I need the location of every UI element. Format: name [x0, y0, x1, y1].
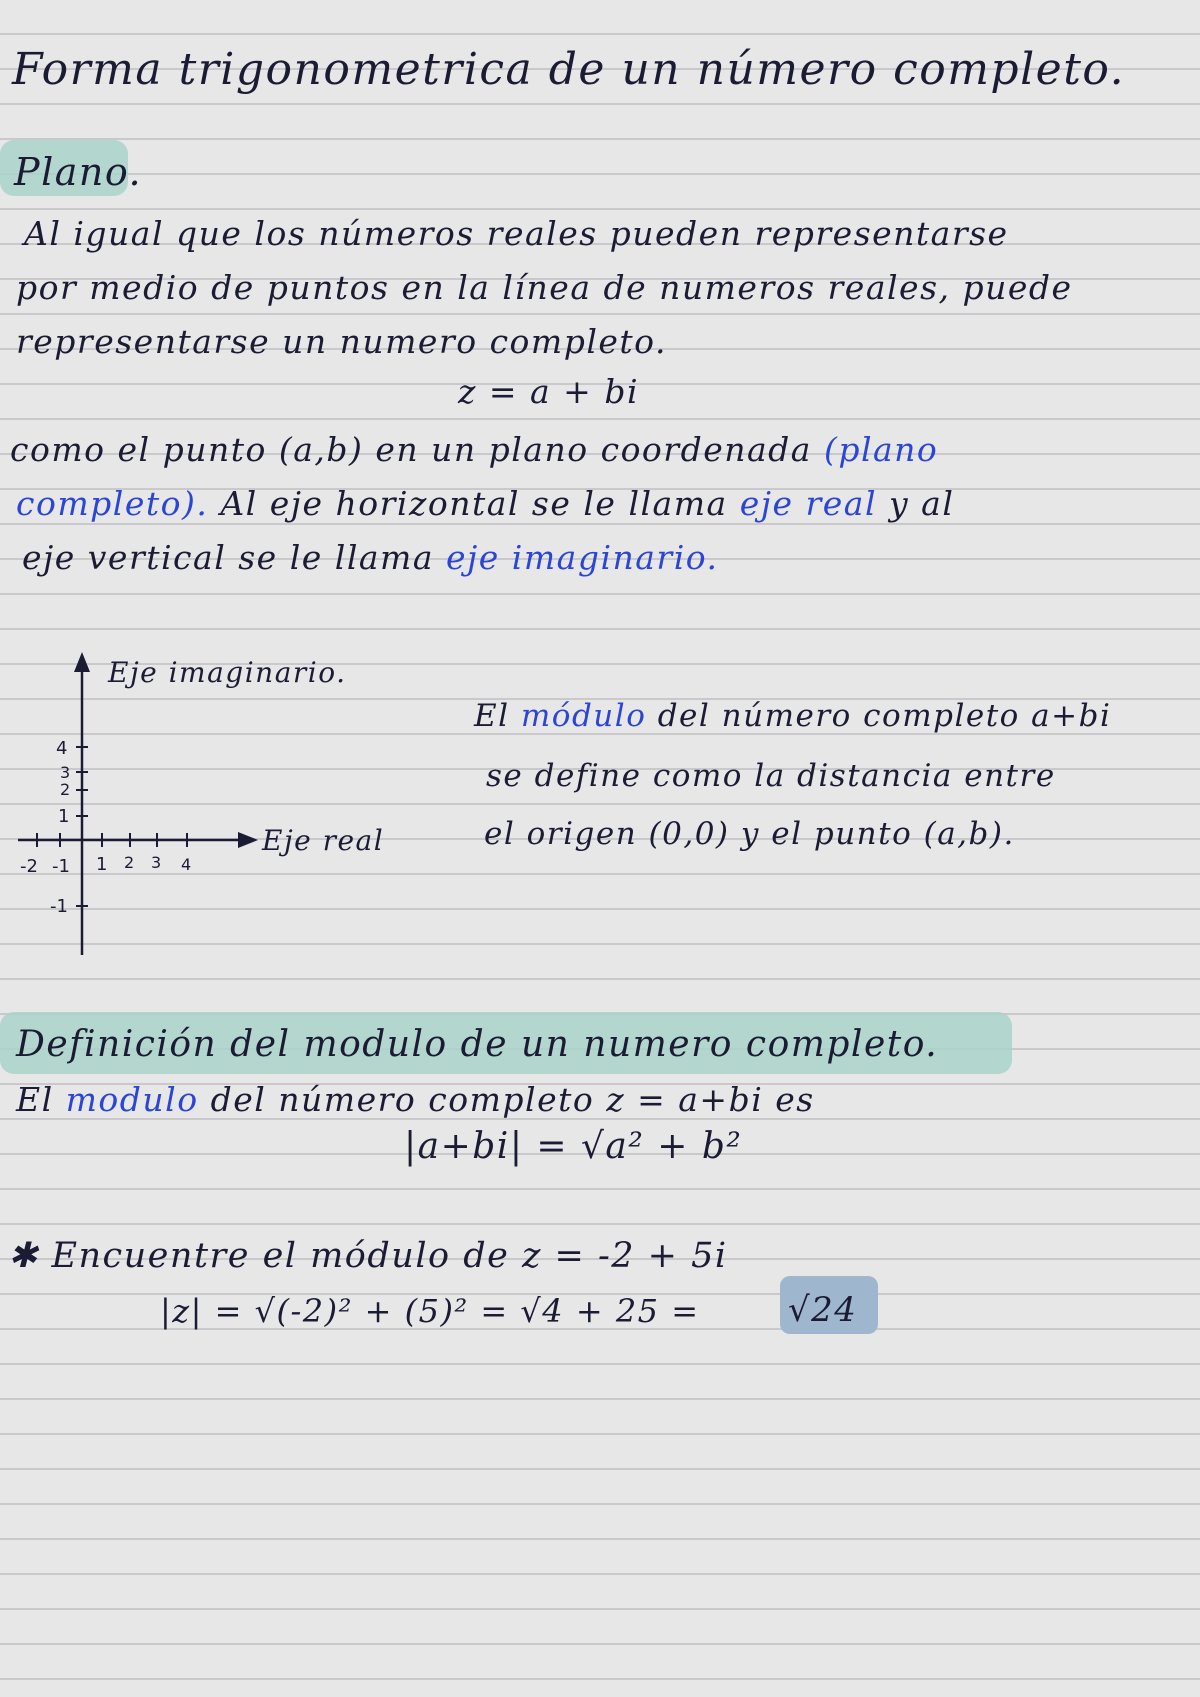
line6-blue: eje imaginario.	[446, 538, 719, 577]
line5-blue-1: completo).	[16, 484, 209, 523]
paragraph-line-3: representarse un numero completo.	[16, 322, 667, 361]
x-axis-arrow	[238, 832, 258, 848]
modulo-note-line-2: se define como la distancia entre	[486, 758, 1056, 794]
y-tick-label: 1	[58, 806, 70, 827]
definition-line	[16, 1080, 815, 1119]
line5-text: Al eje horizontal se le llama	[208, 484, 740, 523]
plano-heading: Plano.	[14, 150, 143, 194]
modulo-note-post: del número completo a+bi	[646, 698, 1112, 734]
line6-text: eje vertical se le llama	[22, 538, 447, 577]
page-title: Forma trigonometrica de un número completo.	[12, 44, 1126, 95]
modulus-formula: |a+bi| = √a² + b²	[404, 1126, 743, 1167]
example-prompt: ✱ Encuentre el módulo de z = -2 + 5i	[8, 1236, 728, 1276]
formula-z: z = a + bi	[458, 372, 639, 411]
x-tick-label: 3	[151, 853, 162, 872]
definition-post: del número completo z = a+bi es	[198, 1080, 815, 1119]
x-tick-label: 2	[124, 853, 135, 872]
definition-heading: Definición del modulo de un numero completo.	[16, 1024, 939, 1065]
paragraph-line-4	[10, 430, 938, 469]
definition-pre: El	[16, 1080, 66, 1119]
y-tick-label: -1	[50, 896, 68, 917]
modulo-note-blue: módulo	[520, 698, 647, 734]
paragraph-line-2: por medio de puntos en la línea de numeros reales, puede	[16, 268, 1073, 307]
y-tick-label: 2	[60, 780, 71, 799]
line4-text: como el punto (a,b) en un plano coordenada	[10, 430, 824, 469]
paragraph-line-5	[16, 484, 954, 523]
complex-plane-graph	[0, 650, 420, 960]
y-tick-label: 4	[56, 738, 68, 759]
line5-blue-2: eje real	[739, 484, 878, 523]
y-tick-label: 3	[60, 763, 71, 782]
line5-post: y al	[877, 484, 955, 523]
x-axis-label: Eje real	[262, 824, 385, 857]
modulo-note-line-1	[474, 698, 1111, 734]
paragraph-line-1: Al igual que los números reales pueden representarse	[24, 214, 1009, 253]
example-work: |z| = √(-2)² + (5)² = √4 + 25 =	[160, 1292, 700, 1330]
x-tick-label: 4	[181, 855, 192, 874]
paragraph-line-6	[22, 538, 719, 577]
y-axis-label: Eje imaginario.	[108, 656, 347, 689]
example-answer: √24	[788, 1290, 858, 1330]
definition-blue: modulo	[65, 1080, 199, 1119]
modulo-note-pre: El	[474, 698, 521, 734]
x-tick-label: 1	[96, 854, 108, 875]
line4-blue: (plano	[823, 430, 939, 469]
y-axis-arrow	[74, 652, 90, 672]
modulo-note-line-3: el origen (0,0) y el punto (a,b).	[484, 816, 1015, 852]
x-tick-label: -2	[20, 856, 38, 877]
x-tick-label: -1	[52, 856, 70, 877]
